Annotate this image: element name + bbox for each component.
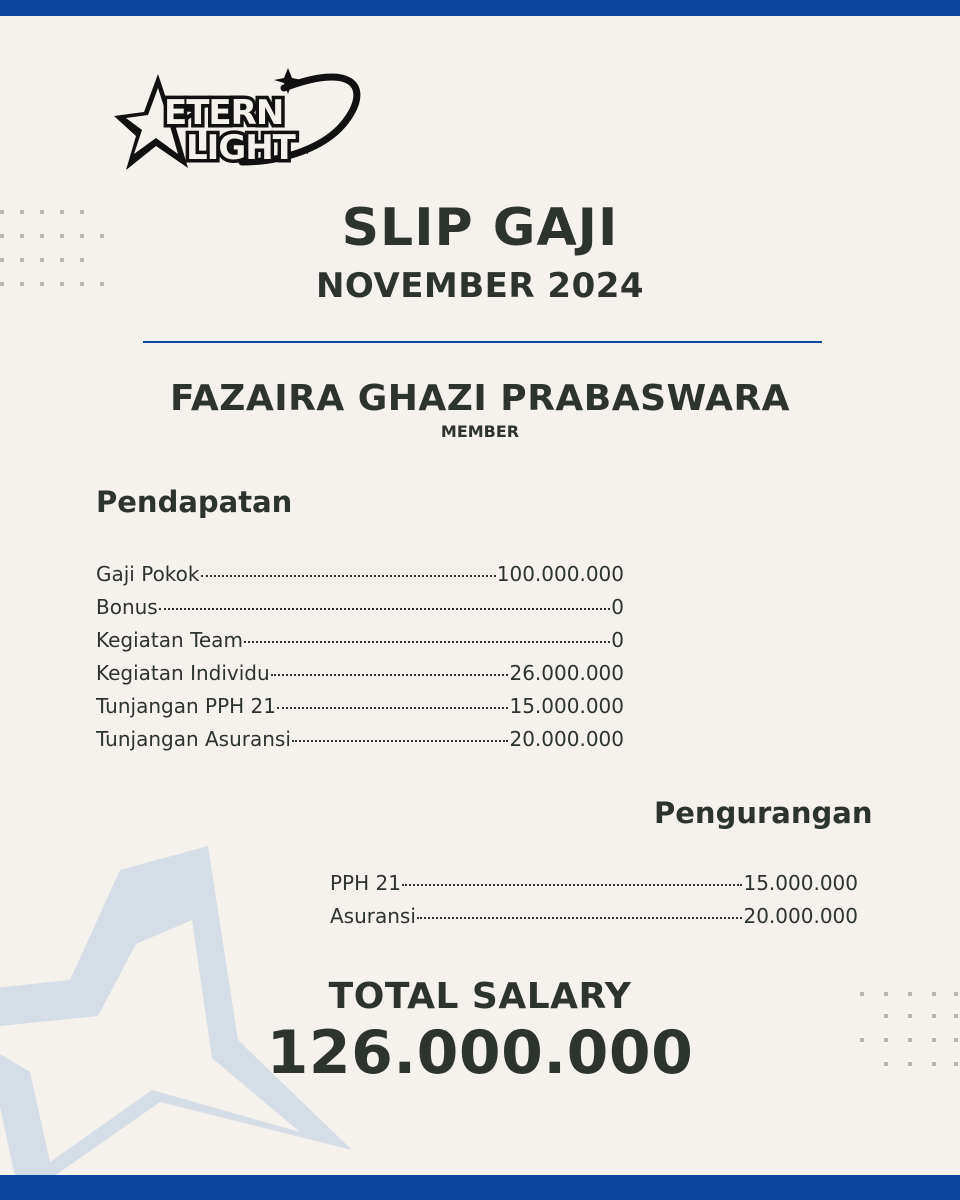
- period-label: NOVEMBER 2024: [315, 266, 645, 306]
- item-label: Kegiatan Team: [96, 628, 243, 652]
- list-item: [330, 871, 858, 904]
- list-item: [96, 562, 624, 595]
- dot-leader: [201, 575, 496, 577]
- item-label: Kegiatan Individu: [96, 661, 270, 685]
- item-value: 15.000.000: [743, 871, 858, 895]
- item-value: 0: [611, 595, 624, 619]
- item-value: 0: [611, 628, 624, 652]
- list-item: [96, 628, 624, 661]
- item-value: 20.000.000: [743, 904, 858, 928]
- list-item: [330, 904, 858, 937]
- dot-leader: [417, 917, 743, 919]
- dot-leader: [244, 641, 610, 643]
- pendapatan-heading: Pendapatan: [96, 485, 293, 519]
- dot-leader: [277, 707, 509, 709]
- dot-leader: [292, 740, 509, 742]
- bottom-accent-bar: [0, 1175, 960, 1200]
- item-value: 100.000.000: [496, 562, 624, 586]
- top-accent-bar: [0, 0, 960, 16]
- logo-small-text: ENT: [298, 150, 310, 156]
- item-value: 26.000.000: [509, 661, 624, 685]
- item-label: Bonus: [96, 595, 158, 619]
- dot-leader: [402, 884, 743, 886]
- logo-text-line1: ETERN: [164, 93, 284, 133]
- pengurangan-list: [330, 871, 858, 937]
- item-value: 20.000.000: [509, 727, 624, 751]
- total-salary-label: TOTAL SALARY: [328, 976, 632, 1017]
- total-salary-value: 126.000.000: [266, 1018, 694, 1088]
- item-label: Tunjangan PPH 21: [96, 694, 276, 718]
- list-item: [96, 661, 624, 694]
- item-label: Gaji Pokok: [96, 562, 200, 586]
- page-title: SLIP GAJI: [341, 198, 619, 258]
- logo-text-line2: LIGHT: [186, 128, 295, 168]
- item-label: PPH 21: [330, 871, 401, 895]
- dot-leader: [271, 674, 509, 676]
- divider: [143, 341, 822, 343]
- pendapatan-list: [96, 562, 624, 760]
- employee-name: FAZAIRA GHAZI PRABASWARA: [169, 378, 791, 419]
- item-value: 15.000.000: [509, 694, 624, 718]
- employee-role: MEMBER: [440, 422, 520, 441]
- eternlight-logo: [112, 66, 364, 184]
- item-label: Asuransi: [330, 904, 416, 928]
- dot-leader: [159, 608, 611, 610]
- list-item: [96, 694, 624, 727]
- list-item: [96, 727, 624, 760]
- pengurangan-heading: Pengurangan: [654, 796, 873, 830]
- item-label: Tunjangan Asuransi: [96, 727, 291, 751]
- list-item: [96, 595, 624, 628]
